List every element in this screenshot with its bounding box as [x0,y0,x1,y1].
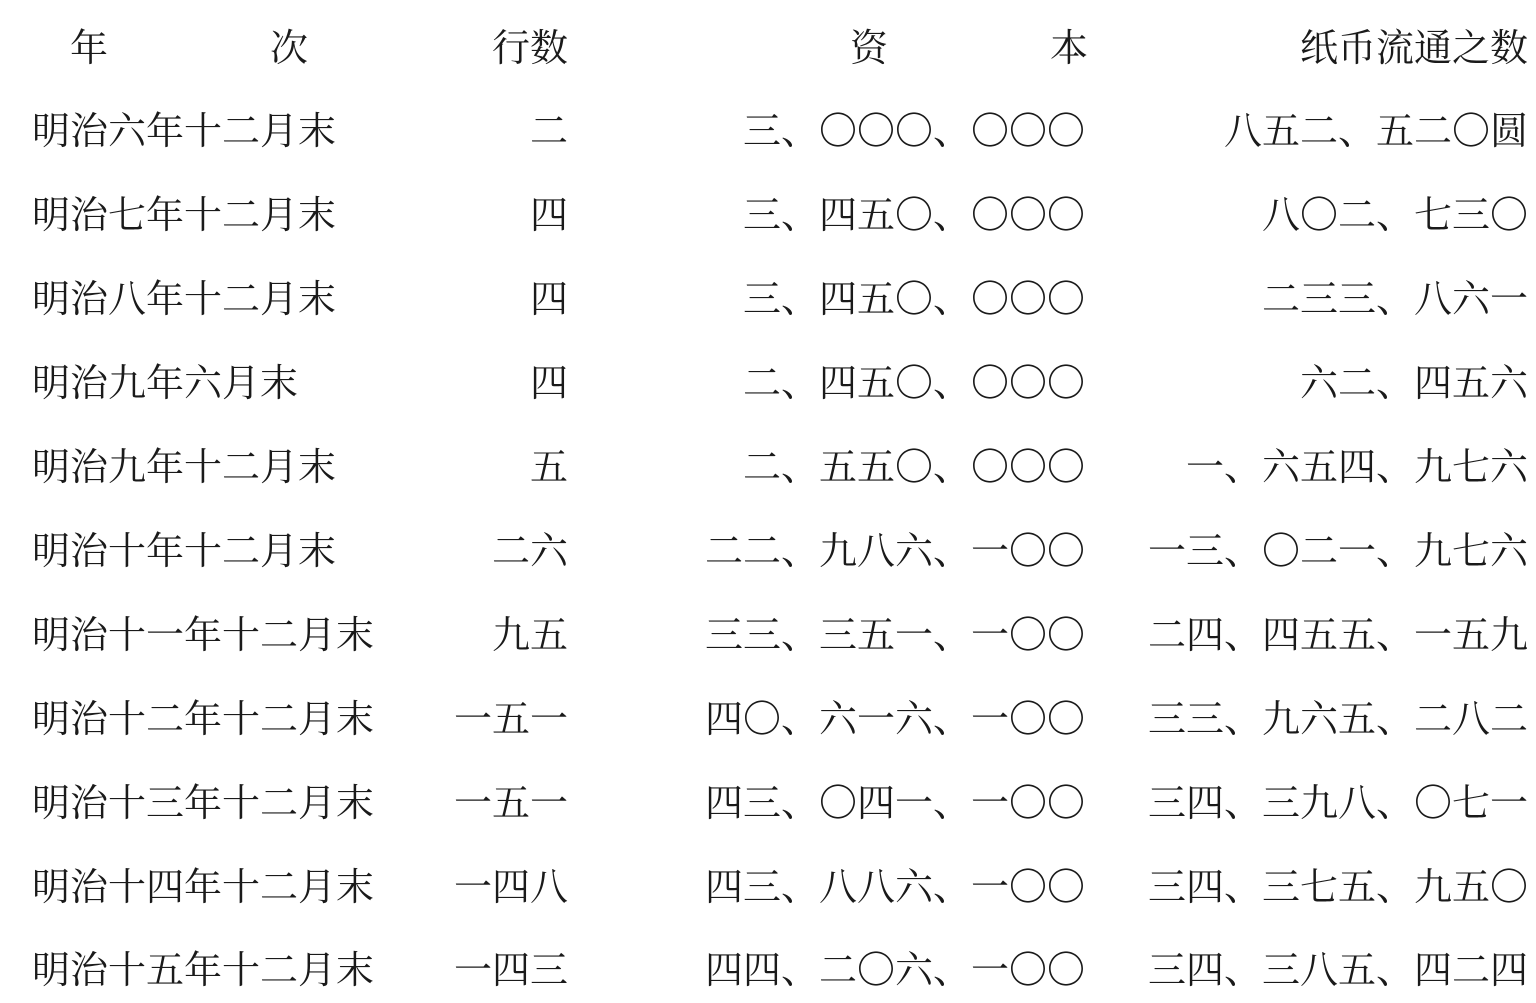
banks-cell: 一五一 [453,781,568,825]
period-cell: 明治八年十二月末 [32,277,337,321]
notes-cell: 三四、三七五、九五〇 [1147,865,1528,909]
banks-cell: 二 [529,109,568,153]
notes-cell: 八〇二、七三〇 [1261,193,1528,237]
notes-cell: 二三三、八六一 [1261,277,1528,321]
capital-cell: 四三、八八六、一〇〇 [704,865,1085,909]
table-header [0,18,1536,78]
capital-cell: 二二、九八六、一〇〇 [704,529,1085,573]
table-row [0,437,1536,497]
table-row [0,940,1536,1000]
period-cell: 明治十五年十二月末 [32,948,375,992]
period-cell: 明治六年十二月末 [32,109,337,153]
period-cell: 明治九年六月末 [32,361,299,405]
capital-cell: 二、五五〇、〇〇〇 [742,445,1085,489]
header-capital-char1: 资 [850,26,889,70]
capital-cell: 三、〇〇〇、〇〇〇 [742,109,1085,153]
notes-cell: 六二、四五六 [1299,361,1528,405]
header-notes: 纸币流通之数 [1299,26,1528,70]
period-cell: 明治十四年十二月末 [32,865,375,909]
table-row [0,773,1536,833]
notes-cell: 三四、三九八、〇七一 [1147,781,1528,825]
period-cell: 明治十二年十二月末 [32,697,375,741]
period-cell: 明治十三年十二月末 [32,781,375,825]
table-row [0,689,1536,749]
period-cell: 明治十年十二月末 [32,529,337,573]
banks-cell: 四 [529,193,568,237]
notes-cell: 八五二、五二〇圆 [1223,109,1528,153]
banks-cell: 九五 [491,613,568,657]
notes-cell: 二四、四五五、一五九 [1147,613,1528,657]
table-row [0,605,1536,665]
header-period-char2: 次 [270,26,309,70]
capital-cell: 四三、〇四一、一〇〇 [704,781,1085,825]
banks-cell: 四 [529,277,568,321]
table-row [0,353,1536,413]
banks-cell: 四 [529,361,568,405]
table-row [0,521,1536,581]
banks-cell: 五 [529,445,568,489]
capital-cell: 四四、二〇六、一〇〇 [704,948,1085,992]
banks-cell: 一四三 [453,948,568,992]
period-cell: 明治九年十二月末 [32,445,337,489]
banks-cell: 二六 [491,529,568,573]
table-row [0,185,1536,245]
notes-cell: 一三、〇二一、九七六 [1147,529,1528,573]
banks-cell: 一五一 [453,697,568,741]
notes-cell: 三四、三八五、四二四 [1147,948,1528,992]
banks-cell: 一四八 [453,865,568,909]
capital-cell: 四〇、六一六、一〇〇 [704,697,1085,741]
table-row [0,101,1536,161]
capital-cell: 三、四五〇、〇〇〇 [742,277,1085,321]
capital-cell: 三三、三五一、一〇〇 [704,613,1085,657]
notes-cell: 一、六五四、九七六 [1185,445,1528,489]
notes-cell: 三三、九六五、二八二 [1147,697,1528,741]
capital-cell: 二、四五〇、〇〇〇 [742,361,1085,405]
table-row [0,857,1536,917]
header-banks: 行数 [491,26,568,70]
table-row [0,269,1536,329]
header-capital-char2: 本 [1050,26,1089,70]
period-cell: 明治七年十二月末 [32,193,337,237]
period-cell: 明治十一年十二月末 [32,613,375,657]
header-period-char1: 年 [70,26,109,70]
capital-cell: 三、四五〇、〇〇〇 [742,193,1085,237]
